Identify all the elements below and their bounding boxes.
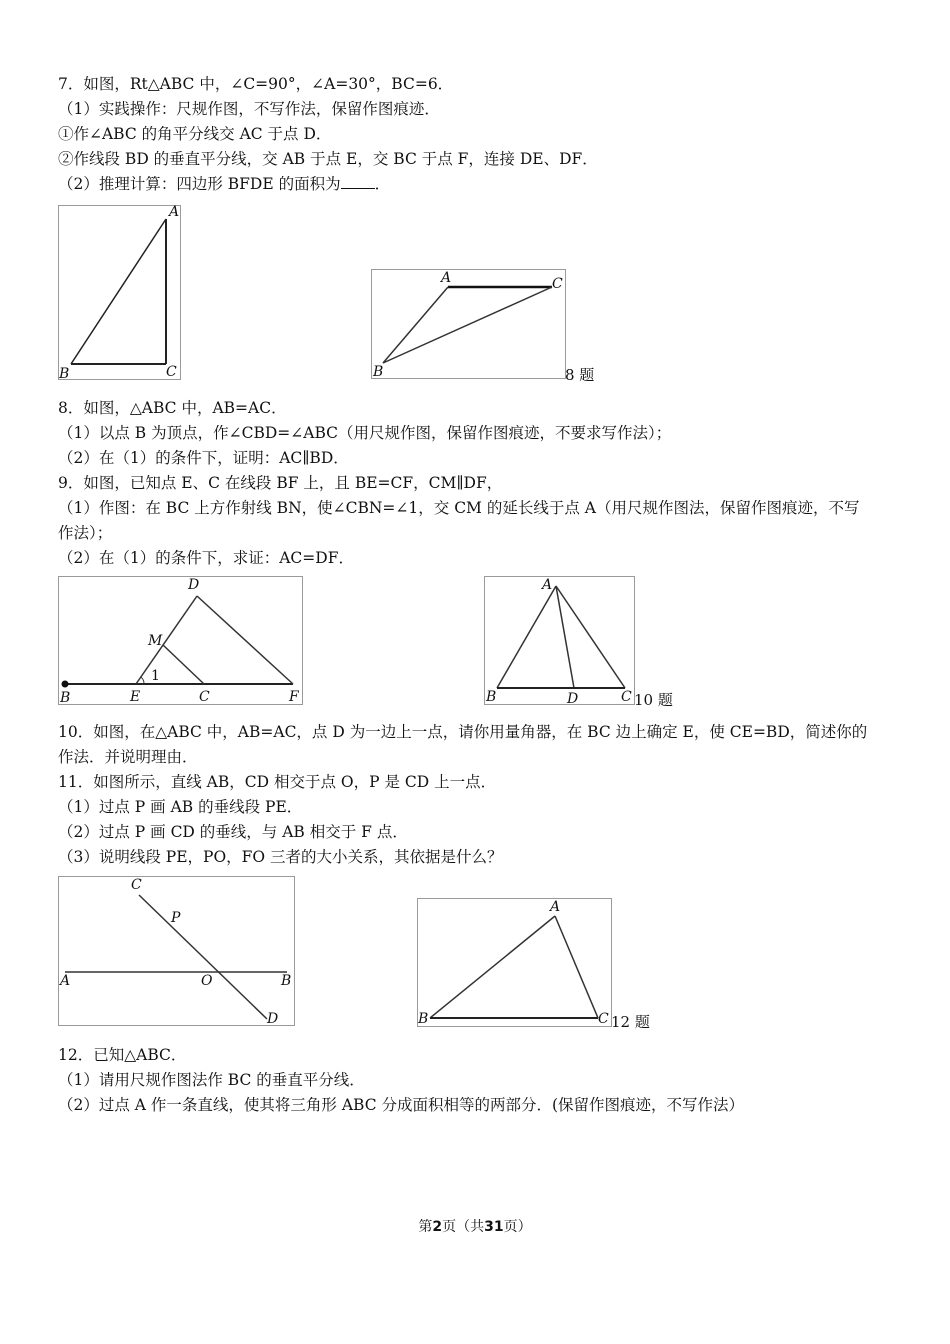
segment-mc bbox=[163, 645, 204, 684]
segment-ba bbox=[71, 219, 166, 364]
point-b bbox=[62, 681, 69, 688]
segment-ab bbox=[430, 916, 555, 1018]
label-b: B bbox=[373, 364, 384, 380]
line-cd bbox=[139, 895, 267, 1019]
segment-ad bbox=[556, 586, 574, 688]
q7-line-1: 7．如图，Rt△ABC 中，∠C=90°，∠A=30°，BC=6． bbox=[58, 75, 454, 93]
q9-line-3: 作法）； bbox=[58, 524, 113, 542]
figure-q10 bbox=[484, 576, 635, 705]
label-a: A bbox=[169, 204, 180, 220]
label-f: F bbox=[289, 689, 299, 705]
figure-q8-caption: 8 题 bbox=[565, 366, 595, 384]
q9-line-4: （2）在（1）的条件下，求证：AC=DF． bbox=[58, 549, 354, 567]
label-b: B bbox=[418, 1011, 429, 1027]
q12-line-3: （2）过点 A 作一条直线，使其将三角形 ABC 分成面积相等的两部分．(保留作图痕迹，不写作法） bbox=[58, 1096, 745, 1114]
q11-line-1: 11．如图所示，直线 AB，CD 相交于点 O，P 是 CD 上一点． bbox=[58, 773, 497, 791]
footer-page-number: 2 bbox=[432, 1219, 443, 1235]
figure-q8 bbox=[371, 269, 566, 379]
label-o: O bbox=[201, 973, 213, 989]
q7-line-3: ①作∠ABC 的角平分线交 AC 于点 D． bbox=[58, 125, 332, 143]
q7-line-5 bbox=[58, 174, 390, 194]
footer-mid: 页（共 bbox=[442, 1219, 485, 1235]
figure-q7 bbox=[58, 205, 181, 380]
q10-line-2: 作法．并说明理由． bbox=[58, 748, 198, 766]
footer-pre: 第 bbox=[418, 1219, 433, 1235]
q11-line-2: （1）过点 P 画 AB 的垂线段 PE． bbox=[58, 798, 303, 816]
figure-q10-caption: 10 题 bbox=[634, 691, 673, 709]
label-d: D bbox=[267, 1011, 279, 1027]
q8-line-1: 8．如图，△ABC 中，AB=AC． bbox=[58, 399, 287, 417]
q7-line-2: （1）实践操作：尺规作图，不写作法，保留作图痕迹． bbox=[58, 100, 440, 118]
figure-q12 bbox=[417, 898, 612, 1027]
label-e: E bbox=[130, 689, 141, 705]
label-a: A bbox=[60, 973, 71, 989]
figure-q9 bbox=[58, 576, 303, 705]
segment-ac bbox=[556, 586, 625, 688]
figure-q8-svg bbox=[372, 270, 565, 378]
q9-line-2: （1）作图：在 BC 上方作射线 BN，使∠CBN=∠1，交 CM 的延长线于点 A（用尺规作图法，保留作图痕迹，不写 bbox=[58, 499, 860, 517]
label-c: C bbox=[598, 1011, 609, 1027]
q7-line-4: ②作线段 BD 的垂直平分线，交 AB 于点 E，交 BC 于点 F，连接 DE、DF． bbox=[58, 150, 598, 168]
label-a: A bbox=[542, 577, 553, 593]
q10-line-1: 10．如图，在△ABC 中，AB=AC，点 D 为一边上一点，请你用量角器，在 BC 边上确定 E，使 CE=BD，简述你的 bbox=[58, 723, 868, 741]
answer-blank bbox=[341, 174, 375, 189]
segment-df bbox=[197, 596, 293, 684]
label-b: B bbox=[59, 366, 70, 382]
label-a: A bbox=[550, 899, 561, 915]
q7-line-5-text: （2）推理计算：四边形 BFDE 的面积为 bbox=[58, 175, 341, 193]
label-d: D bbox=[188, 577, 200, 593]
figure-q11-svg bbox=[59, 877, 294, 1025]
footer-total-pages: 31 bbox=[484, 1219, 504, 1235]
q7-line-5-end: ． bbox=[374, 175, 391, 193]
q12-line-1: 12．已知△ABC． bbox=[58, 1046, 187, 1064]
q8-line-2: （1）以点 B 为顶点，作∠CBD=∠ABC（用尺规作图，保留作图痕迹，不要求写作法）； bbox=[58, 424, 672, 442]
label-d: D bbox=[567, 691, 579, 707]
angle-1-arc bbox=[141, 677, 144, 684]
label-c: C bbox=[131, 877, 142, 893]
label-c: C bbox=[552, 276, 563, 292]
figure-q11 bbox=[58, 876, 295, 1026]
figure-q12-caption: 12 题 bbox=[611, 1013, 650, 1031]
label-m: M bbox=[148, 633, 163, 649]
label-b: B bbox=[281, 973, 292, 989]
label-angle-1: 1 bbox=[151, 668, 160, 684]
segment-ed bbox=[136, 596, 197, 684]
segment-bc bbox=[383, 287, 552, 363]
q11-line-3: （2）过点 P 画 CD 的垂线，与 AB 相交于 F 点． bbox=[58, 823, 408, 841]
label-c: C bbox=[199, 689, 210, 705]
label-a: A bbox=[441, 270, 452, 286]
page-footer bbox=[0, 1216, 950, 1236]
footer-post: 页） bbox=[503, 1219, 532, 1235]
figure-q7-svg bbox=[59, 204, 180, 382]
q9-line-1: 9．如图，已知点 E、C 在线段 BF 上，且 BE=CF，CM∥DF， bbox=[58, 474, 503, 492]
figure-q9-svg bbox=[59, 577, 302, 704]
q8-line-3: （2）在（1）的条件下，证明：AC∥BD． bbox=[58, 449, 349, 467]
q12-line-2: （1）请用尺规作图法作 BC 的垂直平分线． bbox=[58, 1071, 365, 1089]
label-c: C bbox=[621, 689, 632, 705]
label-b: B bbox=[486, 689, 497, 705]
figure-q10-svg bbox=[485, 577, 634, 707]
segment-ab bbox=[497, 586, 556, 688]
segment-ac bbox=[555, 916, 598, 1018]
segment-ab bbox=[383, 287, 448, 363]
label-b: B bbox=[60, 690, 71, 706]
q11-line-4: （3）说明线段 PE，PO，FO 三者的大小关系，其依据是什么？ bbox=[58, 848, 503, 866]
figure-q12-svg bbox=[418, 899, 611, 1026]
label-p: P bbox=[171, 910, 181, 926]
label-c: C bbox=[166, 364, 177, 380]
